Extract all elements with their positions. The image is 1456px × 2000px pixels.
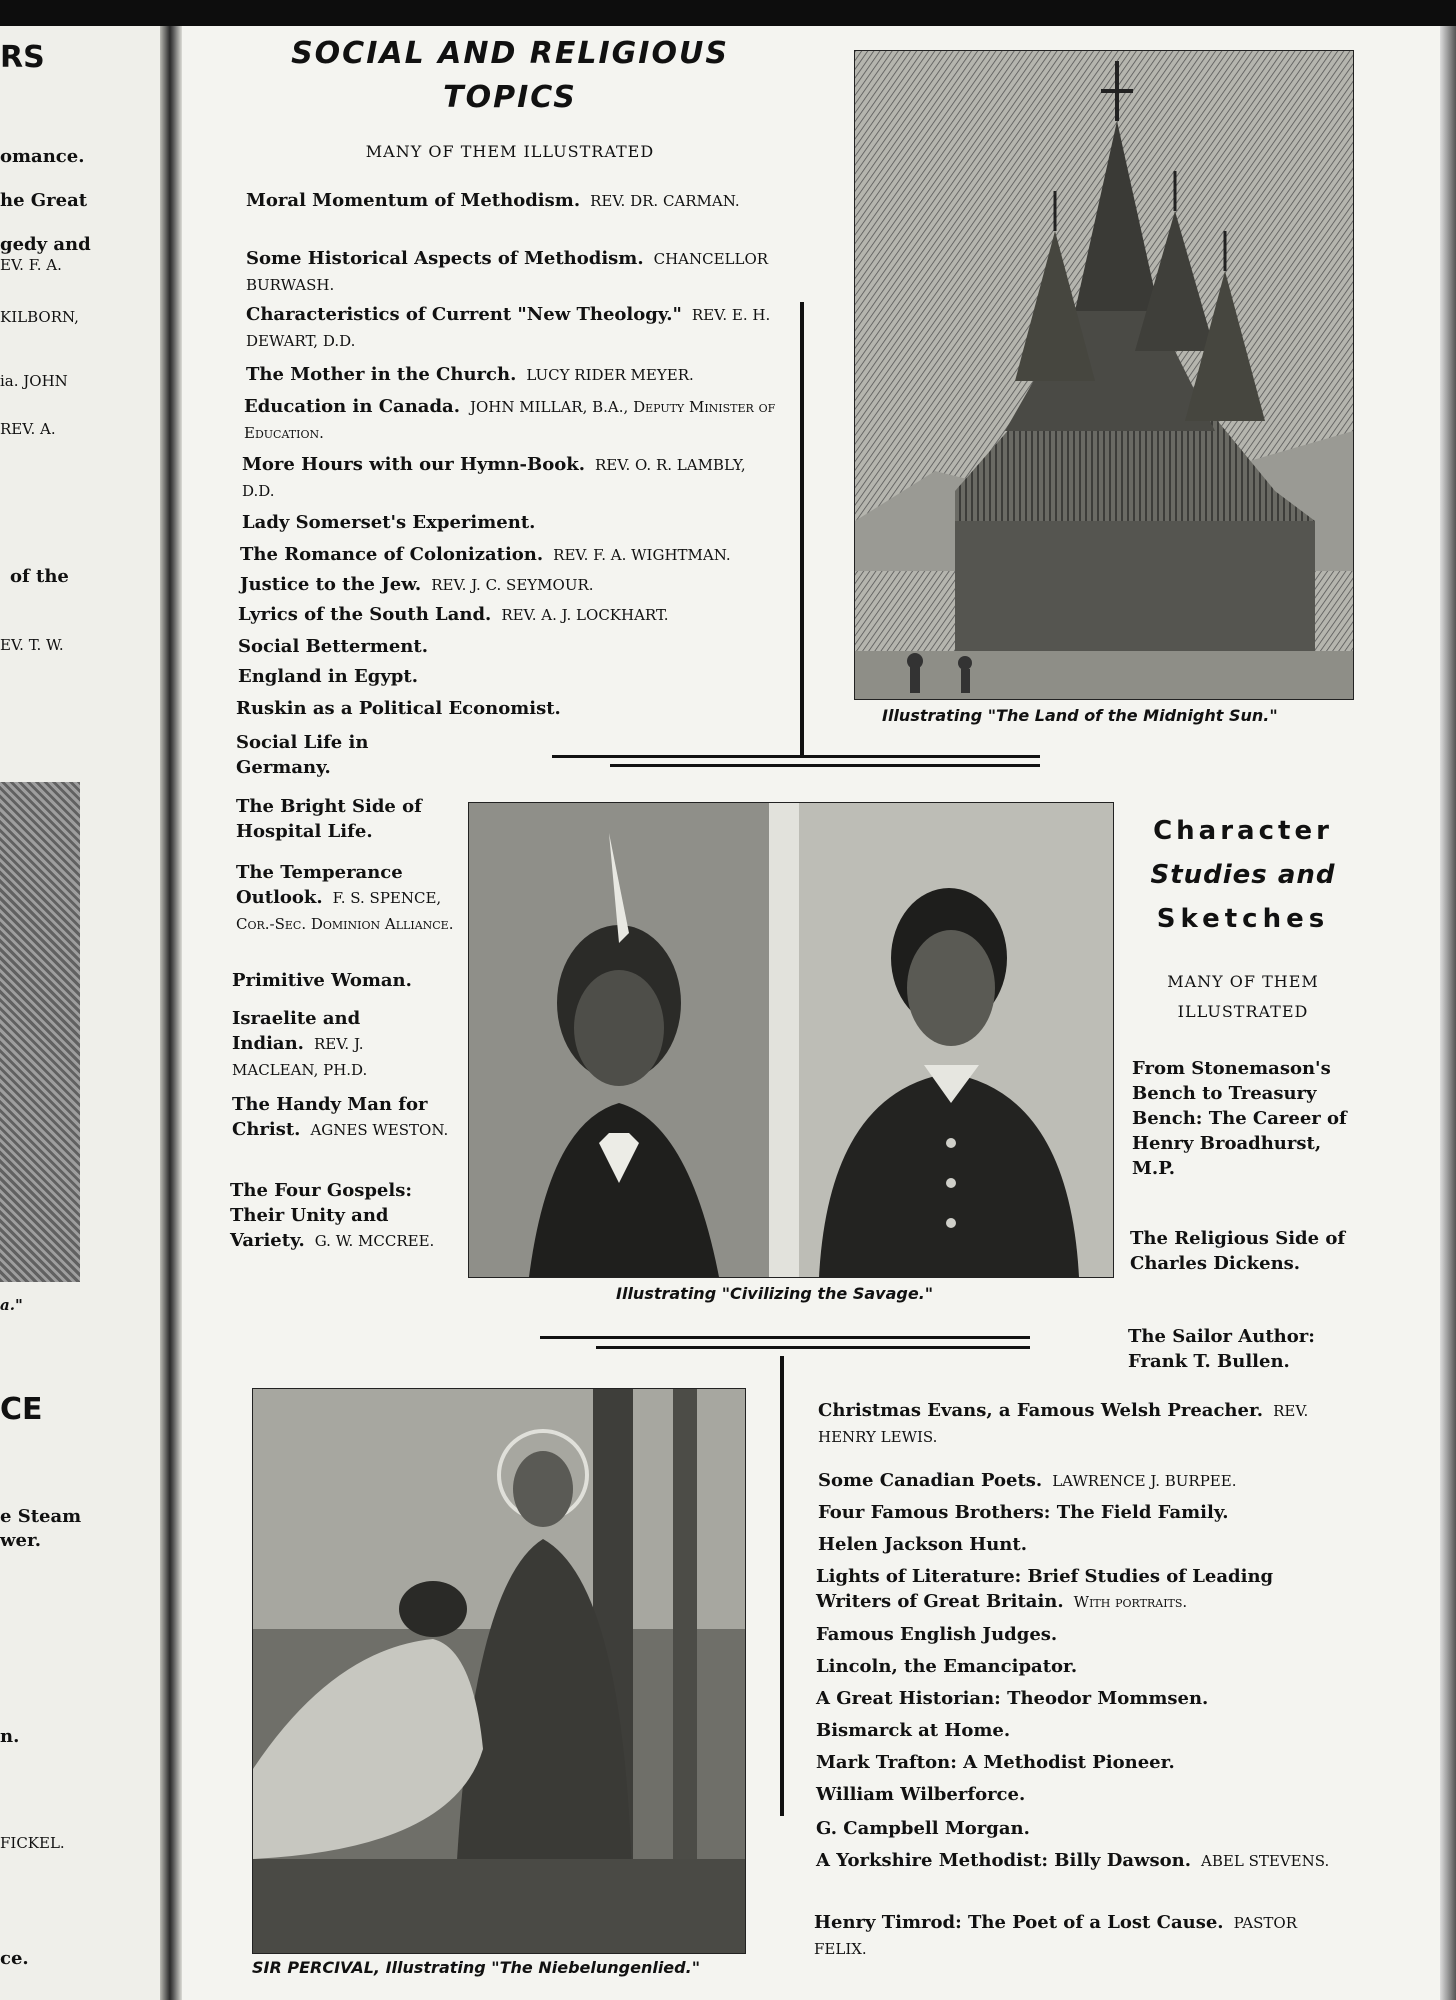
character-section-title-line1: Character — [1153, 816, 1333, 846]
left-text-fragment: e Steam — [0, 1506, 82, 1527]
topic-entry — [1130, 1226, 1350, 1277]
entry-author: REV. HENRY LEWIS. — [818, 1402, 1309, 1446]
entry-title: Justice to the Jew. — [240, 574, 422, 595]
topic-entry — [230, 1178, 450, 1254]
entry-title: The Temperance Outlook. — [236, 862, 403, 908]
left-text-fragment: n. — [0, 1726, 20, 1747]
entry-title: Four Famous Brothers: The Field Family. — [818, 1502, 1229, 1523]
section-rule — [596, 1346, 1030, 1349]
social-section-title-line1: SOCIAL AND RELIGIOUS — [291, 36, 729, 71]
topic-entry — [816, 1686, 1336, 1712]
entry-title: Bismarck at Home. — [816, 1720, 1011, 1741]
church-caption: Illustrating "The Land of the Midnight Sun." — [882, 706, 1278, 725]
topic-entry — [242, 510, 782, 536]
topic-entry — [818, 1398, 1338, 1450]
page-gutter — [160, 26, 182, 2000]
entry-title: The Romance of Colonization. — [240, 544, 544, 565]
column-rule — [780, 1356, 784, 1816]
entry-title: Some Canadian Poets. — [818, 1470, 1043, 1491]
percival-caption: SIR PERCIVAL, Illustrating "The Niebelungenlied." — [252, 1958, 701, 1977]
left-text-fragment: EV. F. A. — [0, 256, 62, 274]
entry-author: REV. J. C. SEYMOUR. — [431, 576, 594, 594]
topic-entry — [816, 1654, 1336, 1680]
civilizing-savage-illustration — [468, 802, 1114, 1278]
character-section-title-line3: Sketches — [1156, 904, 1330, 934]
entry-title: A Great Historian: Theodor Mommsen. — [816, 1688, 1209, 1709]
topic-entry — [236, 730, 456, 781]
left-text-fragment: REV. A. — [0, 420, 56, 438]
topic-entry — [238, 664, 778, 690]
entry-title: Lincoln, the Emancipator. — [816, 1656, 1078, 1677]
character-section-subtitle-line1: MANY OF THEM — [1167, 972, 1319, 991]
topic-entry — [816, 1848, 1336, 1874]
entry-title: Characteristics of Current "New Theology." — [246, 304, 682, 325]
entry-author: REV. F. A. WIGHTMAN. — [553, 546, 731, 564]
left-text-fragment: FICKEL. — [0, 1834, 65, 1852]
topic-entry — [814, 1910, 1334, 1962]
topic-entry — [236, 860, 456, 937]
topic-entry — [816, 1816, 1336, 1842]
entry-title: Primitive Woman. — [232, 970, 412, 991]
entry-author: AGNES WESTON. — [310, 1121, 449, 1139]
topic-entry — [818, 1500, 1338, 1526]
entry-title: The Mother in the Church. — [246, 364, 517, 385]
topic-entry — [240, 542, 780, 568]
entry-author: REV. O. R. LAMBLY, D.D. — [242, 456, 746, 500]
left-heading-fragment: CE — [0, 1392, 43, 1427]
topic-entry — [244, 394, 784, 446]
entry-title: From Stonemason's Bench to Treasury Bench: The Career of Henry Broadhurst, M.P. — [1132, 1058, 1347, 1179]
left-text-fragment: ia. JOHN — [0, 372, 68, 390]
entry-title: The Bright Side of Hospital Life. — [236, 796, 422, 842]
entry-title: Moral Momentum of Methodism. — [246, 190, 581, 211]
entry-title: Social Betterment. — [238, 636, 428, 657]
left-text-fragment: EV. T. W. — [0, 636, 64, 654]
topic-entry — [238, 602, 778, 628]
entry-title: Israelite and Indian. — [232, 1008, 361, 1054]
entry-author: REV. J. MACLEAN, PH.D. — [232, 1035, 368, 1079]
entry-title: Social Life in Germany. — [236, 732, 369, 778]
left-text-fragment: KILBORN, — [0, 308, 79, 326]
topic-entry — [816, 1718, 1336, 1744]
character-section-title-line2: Studies and — [1150, 860, 1336, 890]
section-rule — [610, 764, 1040, 767]
entry-title: Some Historical Aspects of Methodism. — [246, 248, 644, 269]
topic-entry — [246, 188, 786, 214]
entry-title: The Sailor Author: Frank T. Bullen. — [1128, 1326, 1315, 1372]
entry-title: More Hours with our Hymn-Book. — [242, 454, 585, 475]
entry-title: Lights of Literature: Brief Studies of Leading Writers of Great Britain. — [816, 1566, 1274, 1612]
topic-entry — [818, 1468, 1338, 1494]
sir-percival-illustration — [252, 1388, 746, 1954]
topic-entry — [1132, 1056, 1352, 1182]
entry-author: PASTOR FELIX. — [814, 1914, 1297, 1958]
entry-title: The Handy Man for Christ. — [232, 1094, 428, 1140]
entry-title: Famous English Judges. — [816, 1624, 1058, 1645]
left-text-fragment: ce. — [0, 1948, 29, 1969]
scan-top-border — [0, 0, 1456, 26]
left-page-fragment — [0, 26, 165, 2000]
left-text-fragment: he Great — [0, 190, 88, 211]
entry-title: Education in Canada. — [244, 396, 460, 417]
entry-author: F. S. SPENCE, Cor.-Sec. Dominion Alliance. — [236, 889, 454, 933]
left-text-fragment: of the — [10, 566, 69, 587]
social-section-subtitle: MANY OF THEM ILLUSTRATED — [365, 142, 655, 161]
social-section-title-line2: TOPICS — [443, 80, 577, 115]
left-text-fragment: gedy and — [0, 234, 91, 255]
topic-entry — [236, 794, 456, 845]
topic-entry — [1128, 1324, 1348, 1375]
section-rule — [552, 755, 1040, 758]
entry-author: G. W. MCCREE. — [314, 1232, 435, 1250]
topic-entry — [816, 1564, 1336, 1615]
left-text-fragment: omance. — [0, 146, 85, 167]
topic-entry — [246, 302, 786, 354]
entry-title: G. Campbell Morgan. — [816, 1818, 1030, 1839]
entry-author: JOHN MILLAR, B.A., Deputy Minister of Education. — [244, 398, 776, 442]
column-rule — [800, 302, 804, 756]
entry-title: Christmas Evans, a Famous Welsh Preacher. — [818, 1400, 1264, 1421]
topic-entry — [242, 452, 782, 504]
topic-entry — [818, 1532, 1338, 1558]
entry-author: REV. A. J. LOCKHART. — [501, 606, 669, 624]
entry-title: Lyrics of the South Land. — [238, 604, 492, 625]
entry-title: Ruskin as a Political Economist. — [236, 698, 561, 719]
entry-title: A Yorkshire Methodist: Billy Dawson. — [816, 1850, 1192, 1871]
entry-author: REV. DR. CARMAN. — [590, 192, 740, 210]
page-right-edge — [1440, 26, 1456, 2000]
entry-title: Lady Somerset's Experiment. — [242, 512, 536, 533]
entry-title: The Religious Side of Charles Dickens. — [1130, 1228, 1346, 1274]
left-heading-fragment: RS — [0, 40, 45, 75]
topic-entry — [816, 1622, 1336, 1648]
entry-author: REV. E. H. DEWART, D.D. — [246, 306, 771, 350]
topic-entry — [816, 1782, 1336, 1808]
entry-title: Mark Trafton: A Methodist Pioneer. — [816, 1752, 1175, 1773]
entry-title: England in Egypt. — [238, 666, 418, 687]
left-text-fragment: wer. — [0, 1530, 42, 1551]
topic-entry — [246, 362, 786, 388]
topic-entry — [236, 696, 776, 722]
entry-author: LUCY RIDER MEYER. — [526, 366, 694, 384]
character-section-subtitle-line2: ILLUSTRATED — [1177, 1002, 1309, 1021]
topic-entry — [238, 634, 778, 660]
topic-entry — [232, 968, 452, 994]
left-caption-fragment: a." — [0, 1296, 23, 1314]
topic-entry — [816, 1750, 1336, 1776]
entry-author: CHANCELLOR BURWASH. — [246, 250, 769, 294]
topic-entry — [240, 572, 780, 598]
entry-author: With portraits. — [1073, 1593, 1188, 1611]
entry-title: William Wilberforce. — [816, 1784, 1026, 1805]
section-rule — [540, 1336, 1030, 1339]
left-page-illustration — [0, 782, 80, 1282]
entry-title: The Four Gospels: Their Unity and Variety. — [230, 1180, 413, 1251]
entry-author: LAWRENCE J. BURPEE. — [1052, 1472, 1237, 1490]
topic-entry — [232, 1092, 452, 1143]
church-illustration — [854, 50, 1354, 700]
savage-caption: Illustrating "Civilizing the Savage." — [616, 1284, 934, 1303]
entry-title: Helen Jackson Hunt. — [818, 1534, 1027, 1555]
topic-entry — [232, 1006, 452, 1083]
entry-title: Henry Timrod: The Poet of a Lost Cause. — [814, 1912, 1224, 1933]
entry-author: ABEL STEVENS. — [1201, 1852, 1330, 1870]
topic-entry — [246, 246, 786, 298]
